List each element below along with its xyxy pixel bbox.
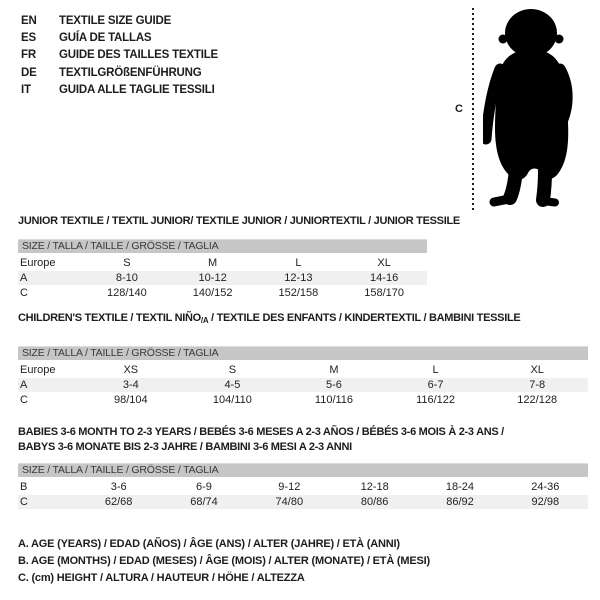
size-cell: XS xyxy=(123,364,139,376)
size-cell: XL xyxy=(530,364,544,376)
size-cell: 5-6 xyxy=(326,379,342,391)
table-row xyxy=(18,271,427,286)
table-row xyxy=(18,480,588,495)
size-cell: 104/110 xyxy=(212,394,252,406)
guide-title: GUIDE DES TAILLES TEXTILE xyxy=(59,49,218,62)
size-cell: 3-6 xyxy=(110,481,127,493)
babies-title-line2: BABYS 3-6 MONATE BIS 2-3 JAHRE / BAMBINI 3-6 MESI A 2-3 ANNI xyxy=(18,441,352,453)
babies-title-line1: BABIES 3-6 MONTH TO 2-3 YEARS / BEBÉS 3-6 MESES A 2-3 AÑOS / BÉBÉS 3-6 MOIS À 2-3 ANS / xyxy=(18,426,504,438)
language-code: DE xyxy=(21,66,37,79)
children-section-title xyxy=(18,312,520,325)
size-cell: M xyxy=(329,364,339,376)
size-cell: 98/104 xyxy=(113,394,148,406)
size-cell: 80/86 xyxy=(360,496,389,508)
table-row xyxy=(18,495,588,510)
size-cell: 8-10 xyxy=(115,272,138,284)
children-size-table xyxy=(18,346,588,407)
language-code: EN xyxy=(21,15,37,27)
junior-size-table xyxy=(18,239,427,300)
row-label-cell: B xyxy=(20,481,28,493)
size-cell: 9-12 xyxy=(278,481,301,493)
size-cell: 122/128 xyxy=(517,394,558,406)
size-cell: 12-13 xyxy=(284,272,313,284)
guide-title: TEXTILGRÖßENFÜHRUNG xyxy=(59,66,202,79)
language-code: IT xyxy=(21,83,31,96)
footnote-height: C. (cm) HEIGHT / ALTURA / HAUTEUR / HÖHE / ALTEZZA xyxy=(18,572,305,585)
guide-title: GUÍA DE TALLAS xyxy=(59,32,152,45)
guide-title: TEXTILE SIZE GUIDE xyxy=(59,15,172,27)
size-cell: L xyxy=(295,257,302,269)
table-row xyxy=(18,393,588,408)
row-label-cell: Europe xyxy=(20,364,56,376)
size-cell: 152/158 xyxy=(278,287,319,299)
size-cell: S xyxy=(123,257,131,269)
language-row xyxy=(21,30,218,47)
junior-section-title: JUNIOR TEXTILE / TEXTIL JUNIOR/ TEXTILE JUNIOR / JUNIORTEXTIL / JUNIOR TESSILE xyxy=(18,215,460,227)
language-row xyxy=(21,13,218,30)
height-measure-label: C xyxy=(455,103,463,115)
size-cell: 3-4 xyxy=(122,379,139,391)
row-label-cell: Europe xyxy=(20,257,56,269)
height-measure-dotted-line xyxy=(472,8,474,210)
size-cell: 86/92 xyxy=(446,496,474,508)
guide-title: GUIDA ALLE TAGLIE TESSILI xyxy=(59,83,215,96)
footnote-age-months: B. AGE (MONTHS) / EDAD (MESES) / ÂGE (MOIS) / ALTER (MONATE) / ETÀ (MESI) xyxy=(18,555,430,568)
baby-silhouette-icon xyxy=(483,5,597,211)
size-cell: 12-18 xyxy=(360,481,389,493)
size-cell: 68/74 xyxy=(190,496,218,508)
size-cell: 6-9 xyxy=(196,481,212,493)
size-cell: 18-24 xyxy=(445,481,475,493)
size-cell: S xyxy=(228,364,237,376)
children-title-post: / TEXTILE DES ENFANTS / KINDERTEXTIL / BAMBINI TESSILE xyxy=(208,312,521,324)
size-cell: 14-16 xyxy=(370,272,399,284)
row-label-cell: C xyxy=(20,287,28,299)
table-row xyxy=(18,256,427,271)
language-row xyxy=(21,65,218,82)
size-cell: 110/116 xyxy=(314,394,354,406)
size-cell: 116/122 xyxy=(416,394,456,406)
language-code: ES xyxy=(21,32,36,45)
size-cell: L xyxy=(432,364,439,376)
row-label-cell: A xyxy=(20,379,28,391)
size-cell: 128/140 xyxy=(106,287,147,299)
language-row xyxy=(21,82,218,99)
size-header-bar: SIZE / TALLA / TAILLE / GRÖSSE / TAGLIA xyxy=(18,347,588,360)
babies-section-title xyxy=(18,425,504,455)
language-row xyxy=(21,47,218,64)
babies-size-table xyxy=(18,463,588,509)
size-header-bar: SIZE / TALLA / TAILLE / GRÖSSE / TAGLIA xyxy=(18,464,588,477)
language-title-list xyxy=(21,13,218,99)
table-row xyxy=(18,286,427,301)
children-title-pre: CHILDREN'S TEXTILE / TEXTIL NIÑO xyxy=(18,312,201,324)
footnote-age-years: A. AGE (YEARS) / EDAD (AÑOS) / ÂGE (ANS) / ALTER (JAHRE) / ETÀ (ANNI) xyxy=(18,538,400,550)
row-label-cell: A xyxy=(20,272,28,284)
size-header-bar: SIZE / TALLA / TAILLE / GRÖSSE / TAGLIA xyxy=(18,240,427,253)
size-cell: 158/170 xyxy=(364,287,404,299)
size-cell: 4-5 xyxy=(224,379,241,391)
size-cell: 10-12 xyxy=(198,272,227,284)
size-cell: M xyxy=(208,257,218,269)
children-title-subscript: /A xyxy=(200,316,209,325)
size-cell: XL xyxy=(377,257,391,269)
size-cell: 74/80 xyxy=(275,496,304,508)
size-cell: 140/152 xyxy=(192,287,233,299)
table-row xyxy=(18,363,588,378)
row-label-cell: C xyxy=(20,394,28,406)
size-cell: 7-8 xyxy=(529,379,546,391)
table-row xyxy=(18,378,588,393)
size-cell: 24-36 xyxy=(531,481,560,493)
row-label-cell: C xyxy=(20,496,28,508)
size-cell: 62/68 xyxy=(104,496,133,508)
size-cell: 6-7 xyxy=(427,379,444,391)
language-code: FR xyxy=(21,49,36,62)
size-cell: 92/98 xyxy=(531,496,560,508)
footnote-legend xyxy=(18,536,430,588)
